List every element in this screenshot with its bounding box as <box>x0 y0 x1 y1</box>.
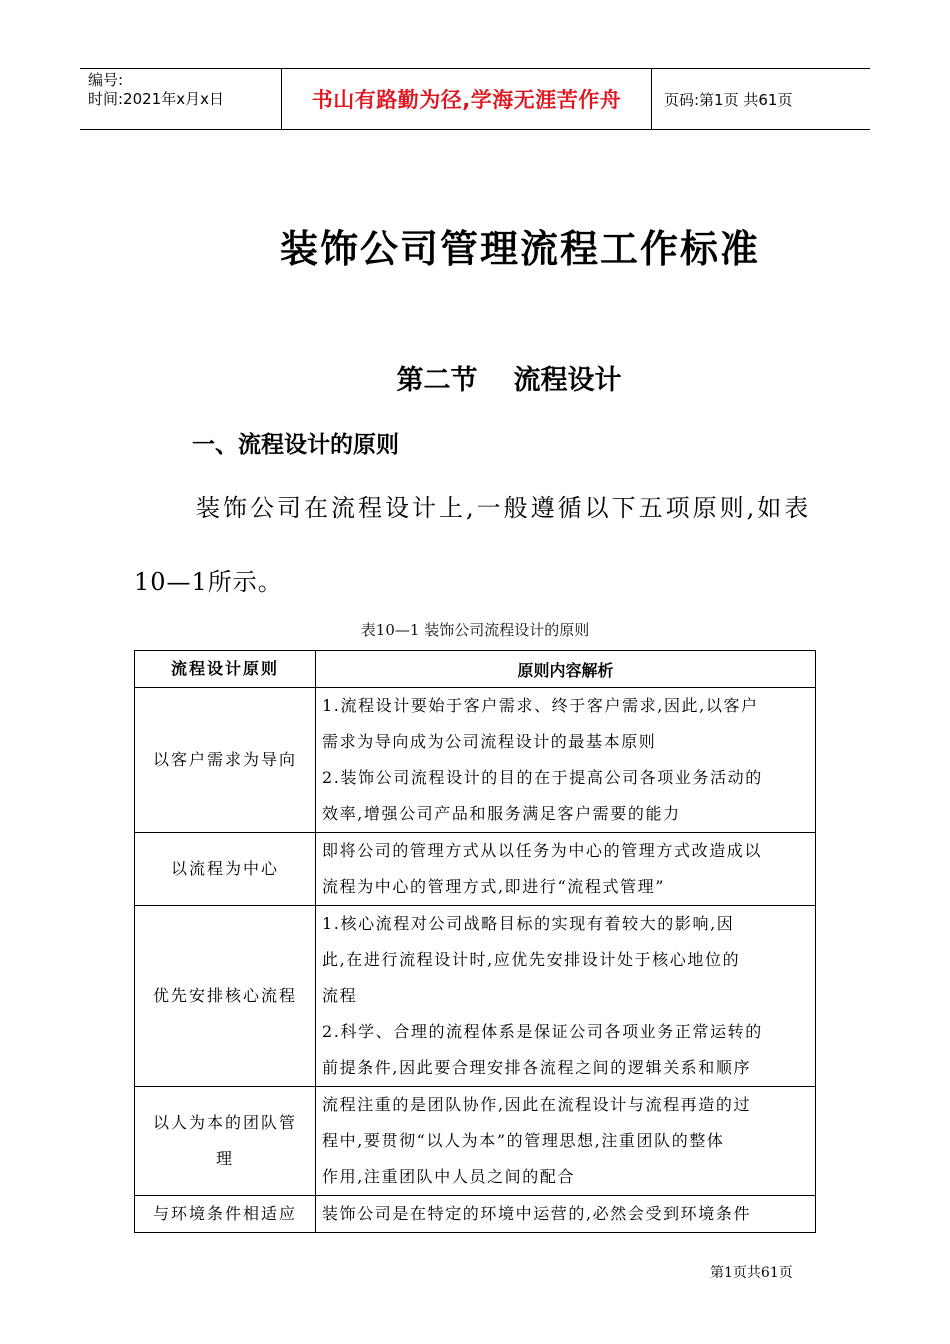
table-row <box>135 833 816 906</box>
table-header-row <box>135 651 816 688</box>
header-number-label: 编号: <box>88 71 124 89</box>
analysis-line: 流程注重的是团队协作,因此在流程设计与流程再造的过 <box>322 1095 752 1114</box>
column-header-principle: 流程设计原则 <box>135 651 316 688</box>
principle-line: 理 <box>215 1149 234 1168</box>
analysis-line: 1.核心流程对公司战略目标的实现有着较大的影响,因 <box>322 914 735 933</box>
analysis-cell <box>316 1087 816 1196</box>
principle-cell <box>135 1087 316 1196</box>
analysis-line: 装饰公司是在特定的环境中运营的,必然会受到环境条件 <box>322 1204 752 1223</box>
header-time-label: 时间:2021年x月x日 <box>88 90 224 108</box>
analysis-line: 1.流程设计要始于客户需求、终于客户需求,因此,以客户 <box>322 696 759 715</box>
paragraph-line-2: 10—1所示。 <box>134 568 283 596</box>
header-page-info: 页码:第1页 共61页 <box>664 90 793 109</box>
analysis-cell <box>316 1196 816 1233</box>
paragraph-line-1: 装饰公司在流程设计上,一般遵循以下五项原则,如表 <box>196 494 812 522</box>
analysis-cell <box>316 833 816 906</box>
analysis-line: 2.科学、合理的流程体系是保证公司各项业务正常运转的 <box>322 1022 763 1041</box>
subheading: 一、流程设计的原则 <box>192 431 399 458</box>
analysis-line: 2.装饰公司流程设计的目的在于提高公司各项业务活动的 <box>322 768 763 787</box>
header-motto: 书山有路勤为径,学海无涯苦作舟 <box>282 69 652 129</box>
table-row <box>135 906 816 1087</box>
analysis-line: 效率,增强公司产品和服务满足客户需要的能力 <box>322 804 681 823</box>
analysis-line: 流程 <box>322 986 358 1005</box>
analysis-cell <box>316 688 816 833</box>
principle-cell: 优先安排核心流程 <box>135 906 316 1087</box>
analysis-line: 流程为中心的管理方式,即进行“流程式管理” <box>322 877 666 896</box>
table-row <box>135 1196 816 1233</box>
table-caption: 表10—1 装饰公司流程设计的原则 <box>360 621 590 639</box>
section-heading <box>0 358 950 397</box>
principle-cell: 以客户需求为导向 <box>135 688 316 833</box>
analysis-line: 前提条件,因此要合理安排各流程之间的逻辑关系和顺序 <box>322 1058 752 1077</box>
table-row <box>135 1087 816 1196</box>
section-number: 第二节 <box>396 365 478 396</box>
analysis-line: 程中,要贯彻“以人为本”的管理思想,注重团队的整体 <box>322 1131 725 1150</box>
page-footer: 第1页共61页 <box>710 1265 793 1281</box>
document-title: 装饰公司管理流程工作标准 <box>279 226 760 271</box>
section-name: 流程设计 <box>513 365 622 396</box>
principle-line: 以人为本的团队管 <box>152 1113 297 1132</box>
column-header-analysis: 原则内容解析 <box>316 651 816 688</box>
principle-cell: 与环境条件相适应 <box>135 1196 316 1233</box>
analysis-line: 作用,注重团队中人员之间的配合 <box>322 1167 576 1186</box>
analysis-line: 此,在进行流程设计时,应优先安排设计处于核心地位的 <box>322 950 741 969</box>
table-row <box>135 688 816 833</box>
analysis-line: 需求为导向成为公司流程设计的最基本原则 <box>322 732 657 751</box>
page-header <box>80 68 870 130</box>
header-meta <box>80 69 282 129</box>
analysis-line: 即将公司的管理方式从以任务为中心的管理方式改造成以 <box>322 841 763 860</box>
principle-cell: 以流程为中心 <box>135 833 316 906</box>
principles-table <box>134 650 816 1233</box>
analysis-cell <box>316 906 816 1087</box>
